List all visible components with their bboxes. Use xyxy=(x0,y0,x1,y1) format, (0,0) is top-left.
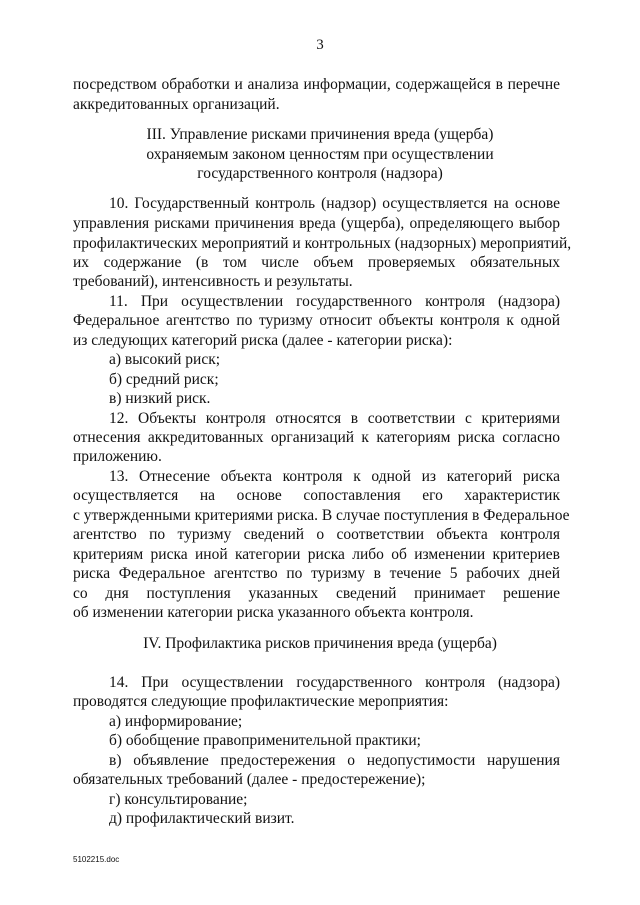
paragraph-first-line: 14. При осуществлении государственного контроля (надзора) xyxy=(109,674,560,691)
document-filename: 5102215.doc xyxy=(73,855,120,864)
text-line: посредством обработки и анализа информации, содержащейся в перечне xyxy=(73,76,560,93)
paragraph-first-line: 11. При осуществлении государственного контроля (надзора) xyxy=(109,293,560,310)
list-item: в) объявление предостережения о недопустимости нарушения xyxy=(109,752,560,769)
text-line: обязательных требований (далее - предостережение); xyxy=(73,771,426,788)
text-line: с утвержденными критериями риска. В случае поступления в Федеральное xyxy=(73,507,570,524)
text-line: приложению. xyxy=(73,448,162,465)
paragraph-first-line: 12. Объекты контроля относятся в соответствии с критериями xyxy=(109,410,560,427)
text-line: осуществляется на основе сопоставления его характеристик xyxy=(73,487,560,504)
list-item: в) низкий риск. xyxy=(109,390,211,407)
list-item: б) обобщение правоприменительной практики; xyxy=(109,732,421,749)
text-line: требований), интенсивность и результаты. xyxy=(73,273,353,290)
list-item: г) консультирование; xyxy=(109,791,248,808)
list-item: а) высокий риск; xyxy=(109,351,221,368)
section-heading-line: IV. Профилактика рисков причинения вреда (ущерба) xyxy=(143,635,497,652)
paragraph-first-line: 10. Государственный контроль (надзор) осуществляется на основе xyxy=(109,195,560,212)
section-heading-line: государственного контроля (надзора) xyxy=(197,165,443,182)
text-line: Федеральное агентство по туризму относит объекты контроля к одной xyxy=(73,312,560,329)
list-item: д) профилактический визит. xyxy=(109,810,295,827)
text-line: со дня поступления указанных сведений принимает решение xyxy=(73,585,560,602)
section-heading-line: охраняемым законом ценностям при осуществлении xyxy=(146,146,494,163)
text-line: отнесения аккредитованных организаций к категориям риска согласно xyxy=(73,429,560,446)
section-heading-line: III. Управление рисками причинения вреда (ущерба) xyxy=(146,126,494,143)
text-line: управления рисками причинения вреда (ущерба), определяющего выбор xyxy=(73,215,560,232)
text-line: риска Федеральное агентство по туризму в течение 5 рабочих дней xyxy=(73,565,560,582)
text-line: об изменении категории риска указанного объекта контроля. xyxy=(73,604,474,621)
text-line: из следующих категорий риска (далее - категории риска): xyxy=(73,332,453,349)
text-line: проводятся следующие профилактические мероприятия: xyxy=(73,693,449,710)
text-line: их содержание (в том числе объем проверяемых обязательных xyxy=(73,254,560,271)
text-line: профилактических мероприятий и контрольных (надзорных) мероприятий, xyxy=(73,235,572,252)
page-number: 3 xyxy=(316,37,324,53)
text-line: критериям риска иной категории риска либо об изменении критериев xyxy=(73,546,560,563)
list-item: а) информирование; xyxy=(109,713,243,730)
paragraph-first-line: 13. Отнесение объекта контроля к одной из категорий риска xyxy=(109,468,560,485)
text-line: агентство по туризму сведений о соответствии объекта контроля xyxy=(73,526,560,543)
list-item: б) средний риск; xyxy=(109,371,219,388)
text-line: аккредитованных организаций. xyxy=(73,96,280,113)
